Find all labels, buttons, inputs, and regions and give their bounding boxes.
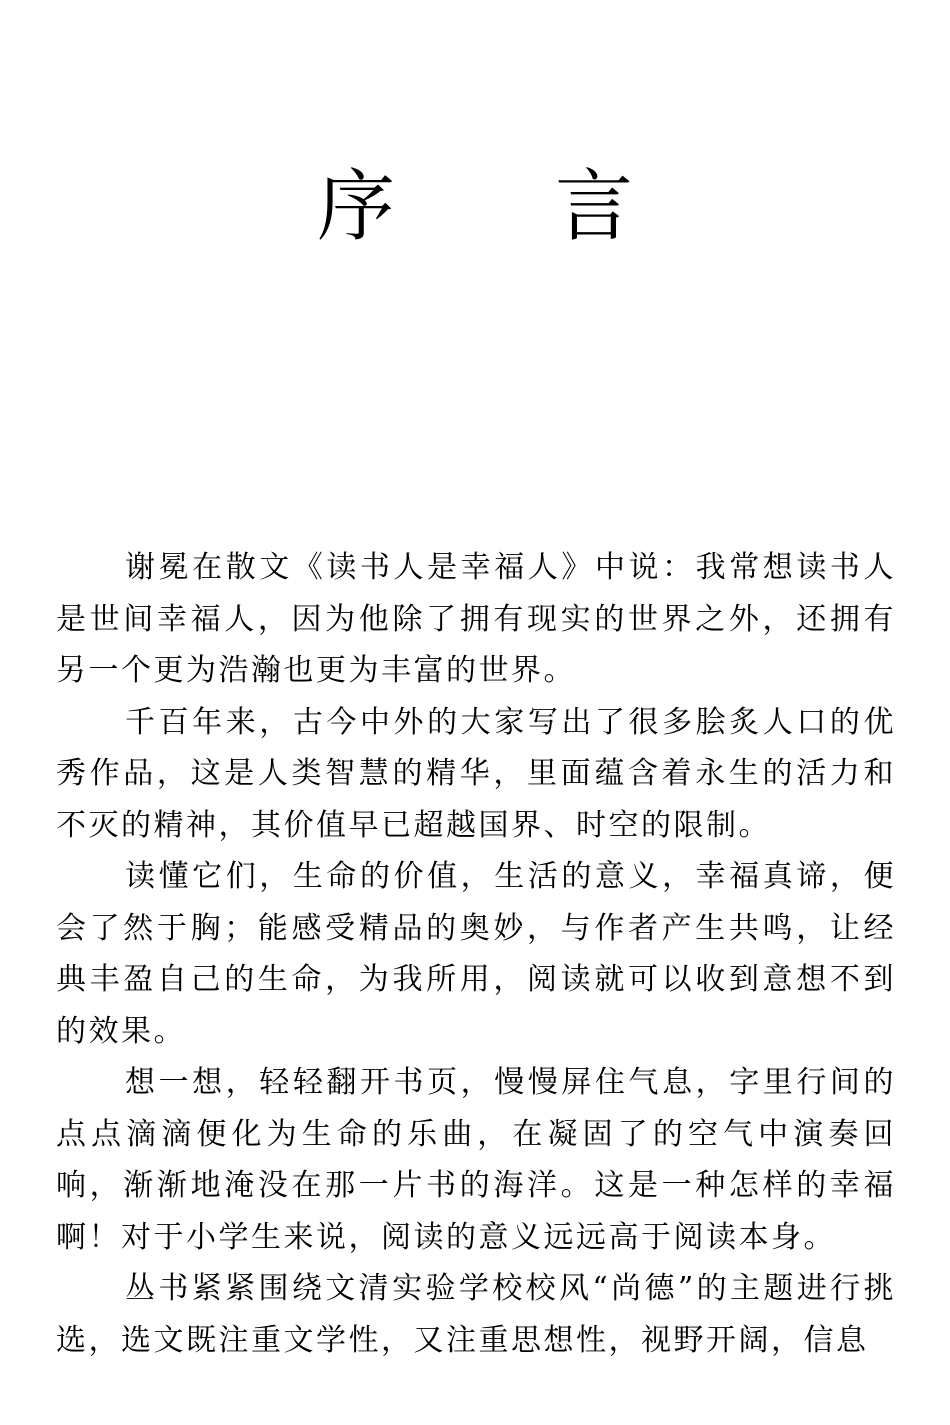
paragraph-2: 千百年来，古今中外的大家写出了很多脍炙人口的优秀作品，这是人类智慧的精华，里面蕴含着永生的活力和不灭的精神，其价值早已超越国界、时空的限制。 [56, 704, 896, 843]
title-char-1: 序 [316, 162, 395, 252]
paragraph-1: 谢冕在散文《读书人是幸福人》中说：我常想读书人是世间幸福人，因为他除了拥有现实的世界之外，还拥有另一个更为浩瀚也更为丰富的世界。 [56, 550, 896, 688]
page-title [0, 162, 950, 252]
paragraph-3: 读懂它们，生命的价值，生活的意义，幸福真谛，便会了然于胸；能感受精品的奥妙，与作者产生共鸣，让经典丰盈自己的生命，为我所用，阅读就可以收到意想不到的效果。 [56, 859, 896, 1049]
paragraph-5: 丛书紧紧围绕文清实验学校校风“尚德”的主题进行挑选，选文既注重文学性，又注重思想性，视野开阔，信息 [56, 1271, 896, 1358]
paragraph-4: 想一想，轻轻翻开书页，慢慢屏住气息，字里行间的点点滴滴便化为生命的乐曲，在凝固了的空气中演奏回响，渐渐地淹没在那一片书的海洋。这是一种怎样的幸福啊！对于小学生来说，阅读的意义远远高于阅读本身。 [56, 1065, 896, 1255]
preface-body [56, 542, 896, 1366]
title-char-2: 言 [555, 162, 634, 252]
